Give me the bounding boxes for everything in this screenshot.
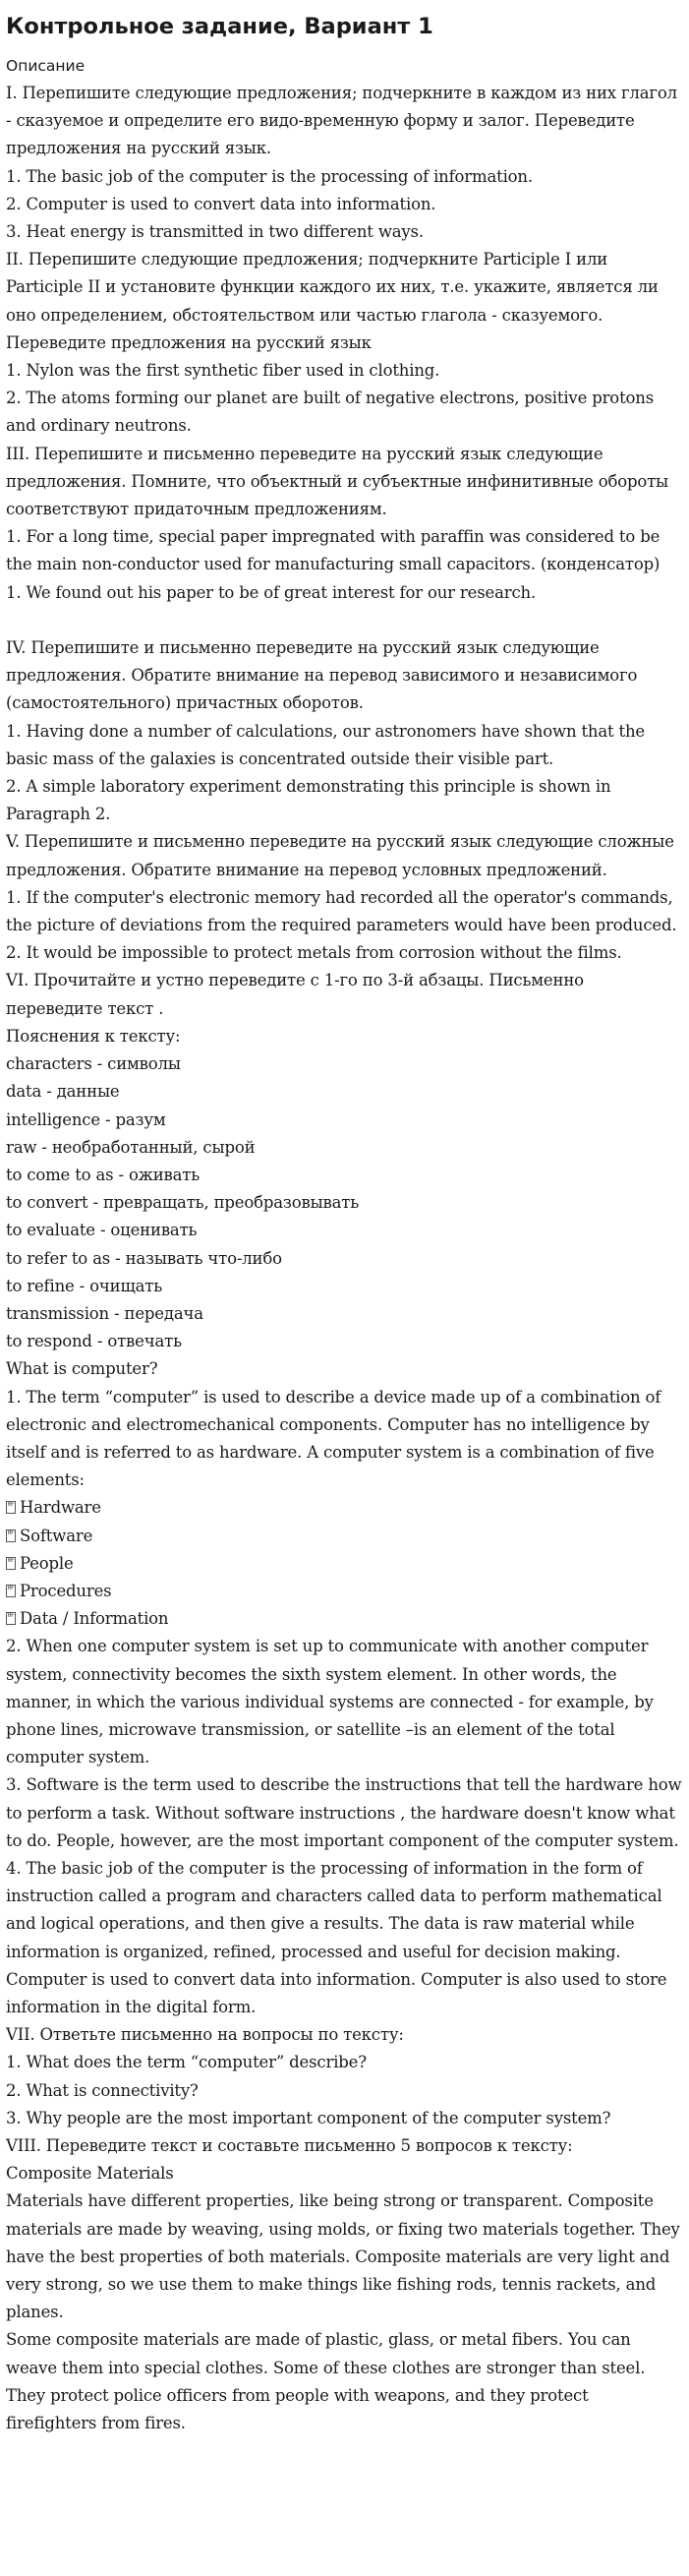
list-item-label: Data / Information [20, 1609, 169, 1629]
text-lines-continued [6, 1633, 683, 2437]
text-line: to come to as - оживать [6, 1165, 201, 1184]
text-line: VIII. Переведите текст и составьте письменно 5 вопросов к тексту: [6, 2136, 573, 2156]
text-line: to respond - отвечать [6, 1332, 182, 1351]
unknown-glyph-icon: 0F [6, 1585, 16, 1597]
list-item-label: People [20, 1553, 74, 1573]
element-list [6, 1494, 683, 1633]
text-line: raw - необработанный, сырой [6, 1137, 256, 1157]
section-label: Описание [6, 57, 86, 75]
text-line: 3. Heat energy is transmitted in two different ways. [6, 222, 424, 242]
unknown-glyph-icon: 0F [6, 1612, 16, 1625]
text-line: 1. Nylon was the first synthetic fiber used in clothing. [6, 361, 440, 381]
text-line: 1. The term “computer” is used to describe a device made up of a combination of electronic and electromechanical components. Computer has no intelligence by itself and is referred to as hardware. A computer system is a combination of five elements: [6, 1387, 661, 1490]
text-line: 4. The basic job of the computer is the processing of information in the form of instruction called a program and characters called data to perform mathematical and logical operations, and then give a results. The data is raw material while information is organized, refined, processed and useful for decision making. Computer is used to convert data into information. Computer is also used to store information in the digital form. [6, 1858, 667, 2016]
unknown-glyph-icon: 0F [6, 1529, 16, 1542]
document-body [6, 80, 683, 2437]
text-line: V. Перепишите и письменно переведите на русский язык следующие сложные предложения. Обратите внимание на перевод условных предложений. [6, 832, 674, 879]
text-line: 2. It would be impossible to protect metals from corrosion without the films. [6, 943, 622, 963]
text-line: to evaluate - оценивать [6, 1221, 198, 1240]
list-item [6, 1550, 683, 1578]
unknown-glyph-icon: 0F [6, 1557, 16, 1570]
list-item [6, 1578, 683, 1605]
text-line: II. Перепишите следующие предложения; подчеркните Participle I или Participle II и установите функции каждого их них, т.е. укажите, является ли оно определением, обстоятельством или частью глагола - сказуемого. Переведите предложения на русский язык [6, 250, 659, 352]
text-line: Пояснения к тексту: [6, 1026, 181, 1046]
text-line: VI. Прочитайте и устно переведите с 1-го по 3-й абзацы. Письменно переведите текст . [6, 971, 584, 1018]
list-item [6, 1494, 683, 1522]
text-line: VII. Ответьте письменно на вопросы по тексту: [6, 2025, 404, 2045]
text-line: to convert - превращать, преобразовывать [6, 1193, 360, 1213]
text-line: 1. We found out his paper to be of great interest for our research. [6, 582, 537, 602]
list-item-label: Procedures [20, 1581, 112, 1600]
text-line: data - данные [6, 1082, 120, 1102]
text-line: 3. Software is the term used to describe the instructions that tell the hardware how to perform a task. Without software instructions , the hardware doesn't know what to do. People, however, are the most important component of the computer system. [6, 1775, 682, 1850]
text-line: Materials have different properties, like being strong or transparent. Composite materials are made by weaving, using molds, or fixing two materials together. They have the best properties of both materials. Composite materials are very light and very strong, so we use them to make things like fishing rods, tennis rackets, and planes. [6, 2191, 680, 2322]
text-line: 2. Computer is used to convert data into information. [6, 194, 436, 213]
text-line: I. Перепишите следующие предложения; подчеркните в каждом из них глагол - сказуемое и определите его видо-временную форму и залог. Переведите предложения на русский язык. [6, 84, 677, 158]
list-item [6, 1605, 683, 1633]
page-title: Контрольное задание, Вариант 1 [6, 14, 433, 39]
text-line: 2. The atoms forming our planet are built of negative electrons, positive protons and ordinary neutrons. [6, 389, 655, 436]
text-line: 1. For a long time, special paper impregnated with paraffin was considered to be the main non-conductor used for manufacturing small capacitors. (конденсатор) [6, 527, 660, 574]
text-line: 2. When one computer system is set up to communicate with another computer system, connectivity becomes the sixth system element. In other words, the manner, in which the various individual systems are connected - for example, by phone lines, microwave transmission, or satellite –is an element of the total computer system. [6, 1637, 654, 1767]
text-line [6, 607, 683, 634]
text-line: Some composite materials are made of plastic, glass, or metal fibers. You can weave them into special clothes. Some of these clothes are stronger than steel. They protect police officers from people with weapons, and they protect firefighters from fires. [6, 2330, 646, 2433]
text-line: IV. Перепишите и письменно переведите на русский язык следующие предложения. Обратите внимание на перевод зависимого и независимого (самостоятельного) причастных оборотов. [6, 638, 638, 713]
text-line: 1. What does the term “computer” describe? [6, 2053, 367, 2072]
unknown-glyph-icon: 0F [6, 1501, 16, 1514]
list-item-label: Software [20, 1526, 93, 1545]
list-item-label: Hardware [20, 1498, 101, 1518]
text-line: Composite Materials [6, 2164, 174, 2184]
text-lines [6, 80, 683, 1494]
text-line: 2. What is connectivity? [6, 2080, 199, 2100]
text-line: 1. Having done a number of calculations, our astronomers have shown that the basic mass of the galaxies is concentrated outside their visible part. [6, 721, 646, 768]
text-line: to refer to as - называть что-либо [6, 1248, 282, 1268]
text-line: III. Перепишите и письменно переведите на русский язык следующие предложения. Помните, что объектный и субъектные инфинитивные обороты соответствуют придаточным предложениям. [6, 444, 668, 519]
text-line: 3. Why people are the most important component of the computer system? [6, 2108, 611, 2127]
list-item [6, 1523, 683, 1550]
text-line: What is computer? [6, 1359, 158, 1379]
text-line: to refine - очищать [6, 1276, 163, 1295]
text-line: transmission - передача [6, 1303, 203, 1323]
text-line: characters - символы [6, 1054, 181, 1074]
text-line: intelligence - разум [6, 1109, 166, 1129]
text-line: 1. The basic job of the computer is the processing of information. [6, 166, 533, 186]
text-line: 1. If the computer's electronic memory had recorded all the operator's commands, the picture of deviations from the required parameters would have been produced. [6, 887, 677, 935]
text-line: 2. A simple laboratory experiment demonstrating this principle is shown in Paragraph 2. [6, 777, 611, 824]
